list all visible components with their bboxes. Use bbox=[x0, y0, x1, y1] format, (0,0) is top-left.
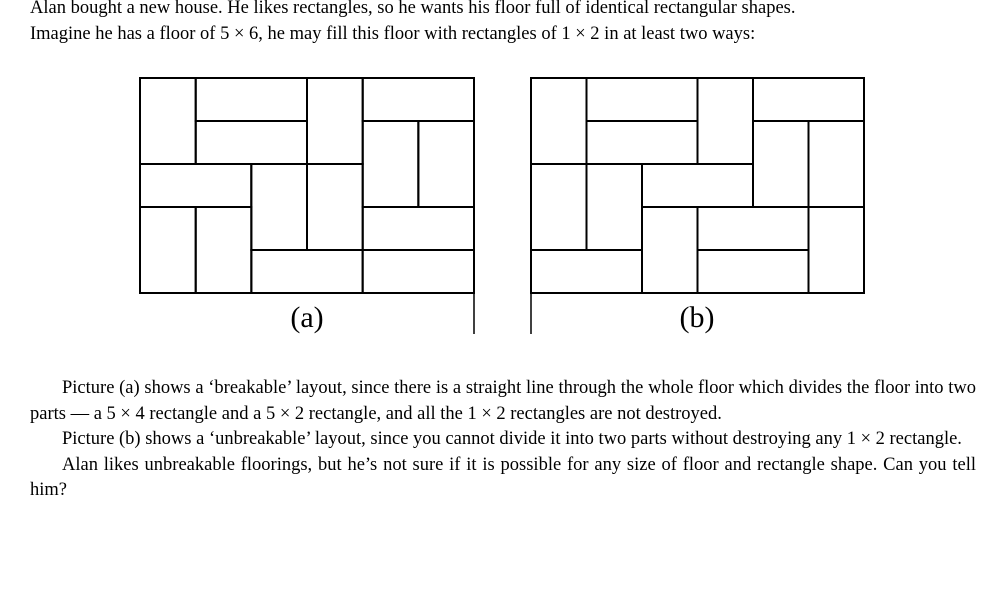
tile bbox=[196, 207, 252, 293]
intro-line-2: Imagine he has a floor of 5 × 6, he may fill this floor with rectangles of 1 × 2 in at least two ways: bbox=[30, 23, 756, 44]
tile bbox=[587, 78, 698, 121]
figure-b-tiles bbox=[531, 78, 864, 293]
tile bbox=[642, 207, 698, 293]
tile bbox=[363, 250, 474, 293]
tile bbox=[251, 250, 362, 293]
tile bbox=[307, 164, 363, 250]
tile bbox=[196, 78, 307, 121]
tile bbox=[587, 164, 643, 250]
tile bbox=[531, 250, 642, 293]
tile bbox=[307, 78, 363, 164]
tile bbox=[140, 78, 196, 164]
tile bbox=[196, 121, 307, 164]
tile bbox=[531, 78, 587, 164]
tile bbox=[587, 121, 698, 164]
tile bbox=[698, 207, 809, 250]
figure-b-caption: (b) bbox=[679, 301, 715, 334]
tile bbox=[809, 121, 865, 207]
figure-b-unbreakable-tiling bbox=[531, 78, 864, 334]
tile bbox=[363, 78, 474, 121]
figure-a-tiles bbox=[140, 78, 474, 293]
tile bbox=[698, 78, 754, 164]
tile bbox=[753, 121, 809, 207]
tile bbox=[418, 121, 474, 207]
figure-a-breakable-tiling bbox=[140, 78, 474, 334]
figure-a-caption: (a) bbox=[290, 301, 324, 334]
tile bbox=[531, 164, 587, 250]
tile bbox=[753, 78, 864, 121]
paragraph-breakable: Picture (a) shows a ‘breakable’ layout, since there is a straight line through the whole floor which divides the floor into two parts — a 5 × 4 rectangle and a 5 × 2 rectangle, and all the 1 × 2 rectangles are not destroyed. bbox=[30, 378, 976, 424]
tile bbox=[642, 164, 753, 207]
tile bbox=[251, 164, 307, 250]
tile bbox=[363, 207, 474, 250]
tile bbox=[698, 250, 809, 293]
tile bbox=[809, 207, 865, 293]
tile bbox=[363, 121, 419, 207]
paragraph-question: Alan likes unbreakable floorings, but he’s not sure if it is possible for any size of floor and rectangle shape. Can you tell him? bbox=[30, 454, 976, 500]
paragraph-unbreakable: Picture (b) shows a ‘unbreakable’ layout, since you cannot divide it into two parts without destroying any 1 × 2 rectangle. bbox=[62, 429, 962, 449]
intro-line-1: Alan bought a new house. He likes rectangles, so he wants his floor full of identical rectangular shapes. bbox=[30, 0, 796, 18]
body-paragraphs bbox=[30, 376, 976, 504]
tile bbox=[140, 207, 196, 293]
tile bbox=[140, 164, 251, 207]
